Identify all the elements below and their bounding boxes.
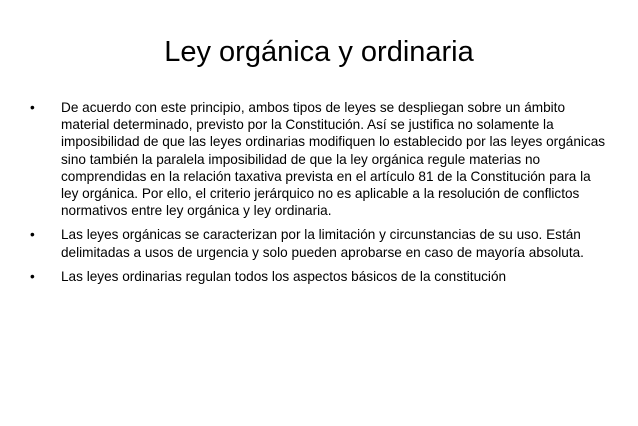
bullet-list bbox=[30, 99, 610, 292]
bullet-text: Las leyes orgánicas se caracterizan por la limitación y circunstancias de su uso. Están delimitadas a usos de urgencia y solo pueden aprobarse en caso de mayoría absoluta. bbox=[61, 227, 584, 260]
bullet-icon: • bbox=[30, 268, 35, 284]
bullet-text: De acuerdo con este principio, ambos tipos de leyes se despliegan sobre un ámbito material determinado, previsto por la Constitución. Así se justifica no solamente la imposibilidad de que las leyes ordinarias modifiquen lo establecido por las leyes orgánicas sino también la paralela imposibilidad de que la ley orgánica regule materias no comprendidas en la relación taxativa prevista en el artículo 81 de la Constitución para la ley orgánica. Por ello, el criterio jerárquico no es aplicable a la resolución de conflictos normativos entre ley orgánica y ley ordinaria. bbox=[61, 100, 606, 219]
slide-title: Ley orgánica y ordinaria bbox=[164, 36, 474, 68]
bullet-item bbox=[30, 226, 610, 260]
bullet-item bbox=[30, 268, 610, 285]
bullet-icon: • bbox=[30, 100, 35, 115]
bullet-icon: • bbox=[30, 227, 35, 243]
bullet-text: Las leyes ordinarias regulan todos los aspectos básicos de la constitución bbox=[61, 268, 507, 284]
bullet-item bbox=[30, 99, 610, 219]
